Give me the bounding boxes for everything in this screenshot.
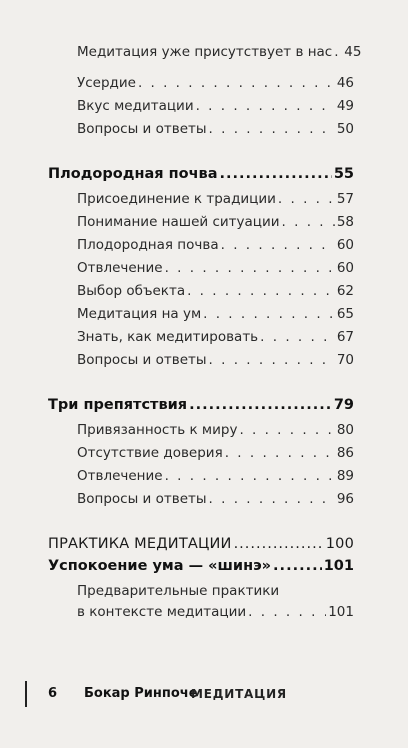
toc-entry-title: Вопросы и ответы (77, 121, 207, 137)
toc-entry (77, 283, 354, 299)
toc-entry-title: Присоединение к традиции (77, 191, 276, 207)
dot-leader (209, 121, 335, 137)
dot-leader (203, 306, 335, 322)
toc-entry (77, 75, 354, 91)
dot-leader (196, 98, 335, 114)
toc-entry-title: Выбор объекта (77, 283, 186, 299)
dot-leader (221, 237, 335, 253)
toc-entry (77, 191, 354, 207)
toc-entry-page: 46 (336, 75, 354, 91)
toc-entry-page: 101 (328, 604, 354, 620)
dot-leader (189, 397, 332, 413)
toc-entry (77, 445, 354, 461)
dot-leader (260, 329, 335, 345)
toc-entry (77, 352, 354, 368)
dot-leader (165, 260, 335, 276)
dot-leader (239, 422, 334, 438)
toc-entry-page: 70 (336, 352, 354, 368)
toc-part-page: 100 (325, 536, 354, 552)
toc-section-page: 79 (333, 397, 354, 413)
dot-leader (225, 445, 335, 461)
dot-leader (220, 166, 332, 182)
running-author: Бокар Ринпоче (84, 686, 198, 701)
toc-entry (77, 121, 354, 137)
toc-entry-page: 57 (336, 191, 354, 207)
toc-entry-title: Плодородная почва (77, 237, 219, 253)
toc-entry (77, 237, 354, 253)
toc-entry-page: 80 (336, 422, 354, 438)
toc-entry-title-line2: в контексте медитации (77, 604, 247, 620)
toc-entry (77, 604, 354, 620)
dot-leader (248, 604, 326, 620)
toc-section-heading (48, 166, 354, 182)
toc-entry-page: 67 (336, 329, 354, 345)
toc-section-title: Плодородная почва (48, 166, 218, 182)
toc-entry-page: 65 (336, 306, 354, 322)
toc-entry (77, 98, 354, 114)
toc-entry-page: 49 (336, 98, 354, 114)
toc-entry-title: Отвлечение (77, 468, 163, 484)
toc-entry-title: Усердие (77, 75, 136, 91)
toc-entry-title: Вопросы и ответы (77, 352, 207, 368)
dot-leader (278, 191, 335, 207)
dot-leader (165, 468, 335, 484)
toc-entry-title: Привязанность к миру (77, 422, 238, 438)
toc-section-title: Успокоение ума — «шинэ» (48, 558, 272, 574)
toc-entry-page: 58 (336, 214, 354, 230)
toc-entry-page: 60 (336, 260, 354, 276)
toc-entry (77, 491, 354, 507)
toc-entry-title: Отвлечение (77, 260, 163, 276)
footer-rule (25, 681, 27, 707)
toc-entry-page: 89 (336, 468, 354, 484)
running-book-title: МЕДИТАЦИЯ (191, 687, 287, 701)
toc-entry (77, 260, 354, 276)
toc-entry-title: Знать, как медитировать (77, 329, 259, 345)
toc-entry-page: 60 (336, 237, 354, 253)
toc-entry-page: 62 (336, 283, 354, 299)
toc-entry-title: Медитация на ум (77, 306, 202, 322)
toc-part-heading (48, 536, 354, 552)
toc-entry-title: Понимание нашей ситуации (77, 214, 280, 230)
toc-entry-page: 96 (336, 491, 354, 507)
dot-leader (334, 44, 342, 60)
toc-entry-page: 50 (336, 121, 354, 137)
dot-leader (234, 536, 324, 552)
toc-entry-title: Медитация уже присутствует в нас (77, 44, 333, 60)
dot-leader (282, 214, 335, 230)
toc-entry (77, 422, 354, 438)
toc-entry-page: 45 (344, 44, 362, 60)
dot-leader (187, 283, 335, 299)
toc-entry-title-line1: Предварительные практики (77, 583, 280, 599)
toc-section-title: Три препятствия (48, 397, 188, 413)
toc-section-page: 55 (333, 166, 354, 182)
toc-part-title: ПРАКТИКА МЕДИТАЦИИ (48, 536, 232, 552)
toc-entry-title: Вопросы и ответы (77, 491, 207, 507)
toc-entry (77, 214, 354, 230)
toc-entry (77, 329, 354, 345)
dot-leader (273, 558, 322, 574)
dot-leader (138, 75, 335, 91)
dot-leader (209, 491, 335, 507)
page-number: 6 (48, 686, 58, 701)
toc-section-heading (48, 558, 354, 574)
toc-section-heading (48, 397, 354, 413)
toc-section-page: 101 (323, 558, 354, 574)
toc-entry (77, 468, 354, 484)
toc-entry (77, 306, 354, 322)
toc-entry (77, 44, 362, 60)
toc-entry-title: Отсутствие доверия (77, 445, 223, 461)
toc-entry-page: 86 (336, 445, 354, 461)
toc-entry-title: Вкус медитации (77, 98, 194, 114)
dot-leader (209, 352, 335, 368)
